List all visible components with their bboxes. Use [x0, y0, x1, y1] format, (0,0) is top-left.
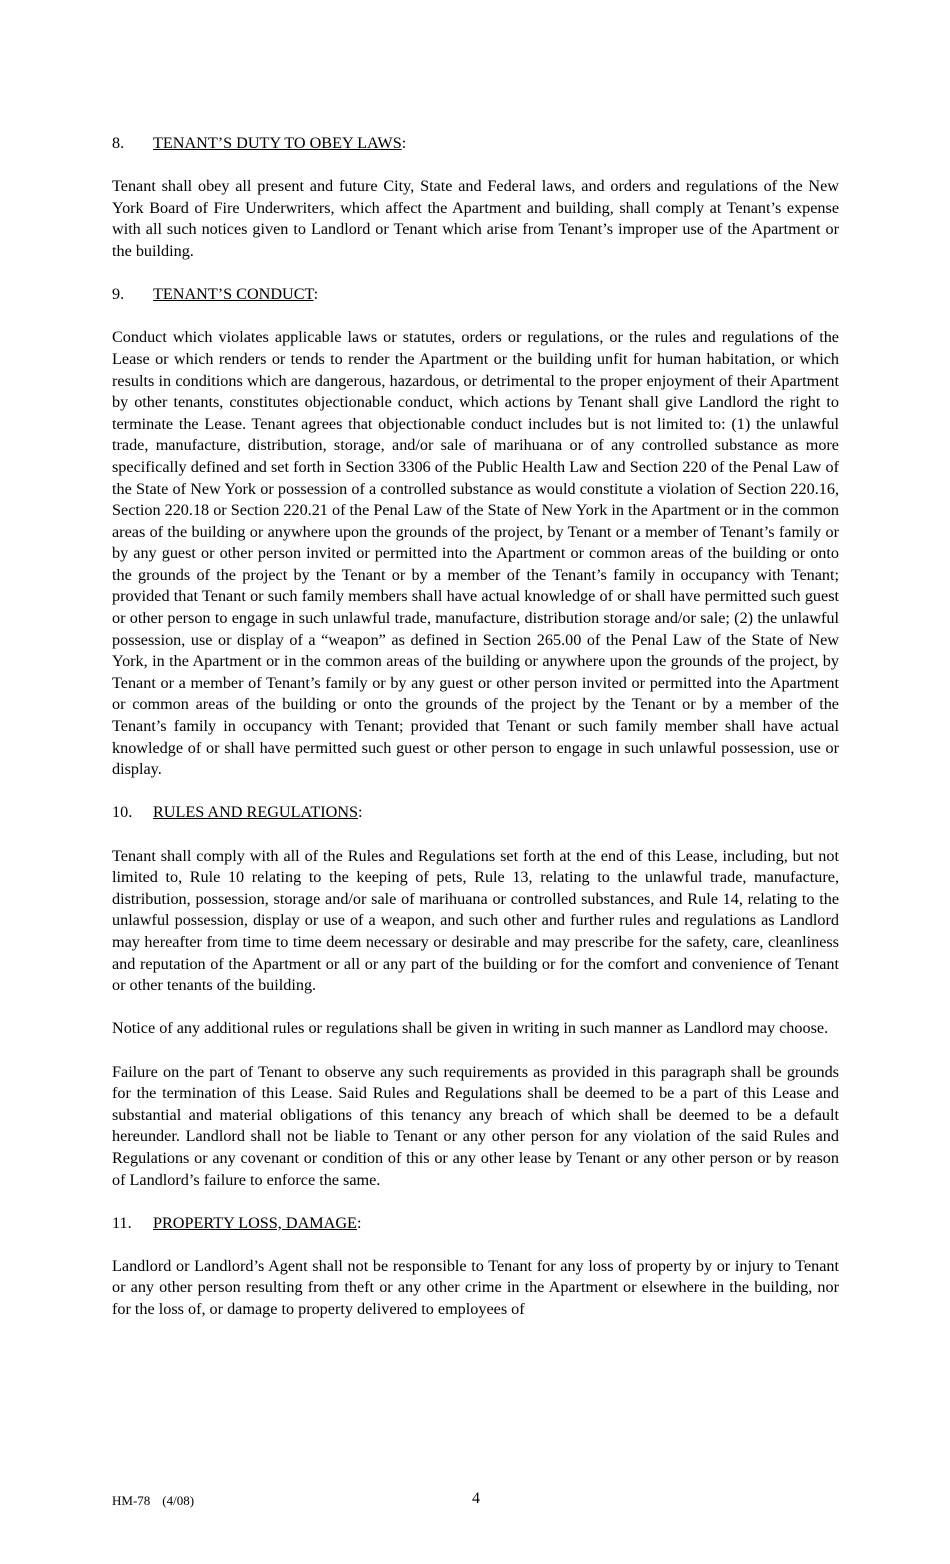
section-heading: 9. TENANT’S CONDUCT: [112, 284, 839, 306]
form-code-id: HM-78 [112, 1493, 151, 1508]
document-body [112, 133, 839, 1342]
page-number: 4 [472, 1490, 480, 1507]
section-number: 8. [112, 134, 125, 152]
section-paragraph: Tenant shall obey all present and future City, State and Federal laws, and orders and regulations of the New York Board of Fire Underwriters, which affect the Apartment and building, shall comply at Tenant’s expense with all such notices given to Landlord or Tenant which arise from Tenant’s improper use of the Apartment or the building. [112, 177, 839, 260]
section-number: 11. [112, 1213, 132, 1232]
section-title: PROPERTY LOSS, DAMAGE [153, 1213, 357, 1232]
form-date: (4/08) [162, 1493, 195, 1508]
section-paragraph: Notice of any additional rules or regulations shall be given in writing in such manner as Landlord may choose. [112, 1019, 829, 1038]
section-paragraph: Tenant shall comply with all of the Rules and Regulations set forth at the end of this Lease, including, but not limited to, Rule 10 relating to the keeping of pets, Rule 13, relating to the unlawful trade, manufacture, distribution, possession, storage and/or sale of marihuana or controlled substances, and Rule 14, relating to the unlawful possession, display or use of a weapon, and such other and further rules and regulations as Landlord may hereafter from time to time deem necessary or desirable and may prescribe for the safety, care, cleanliness and reputation of the Apartment or all or any part of the building or for the comfort and convenience of Tenant or other tenants of the building. [112, 846, 839, 995]
section-8 [112, 133, 839, 263]
section-number: 10. [112, 803, 133, 822]
section-paragraph: Landlord or Landlord’s Agent shall not be responsible to Tenant for any loss of property by or injury to Tenant or any other person resulting from theft or any other crime in the Apartment or elsewhere in the building, nor for the loss of, or damage to property delivered to employees of [112, 1256, 839, 1319]
section-paragraph: Failure on the part of Tenant to observe any such requirements as provided in this paragraph shall be grounds for the termination of this Lease. Said Rules and Regulations shall be deemed to be a part of this Lease and substantial and material obligations of this tenancy any breach of which shall be deemed to be a default hereunder. Landlord shall not be liable to Tenant or any other person for any violation of the said Rules and Regulations or any covenant or condition of this or any other lease by Tenant or any other person or by reason of Landlord’s failure to enforce the same. [112, 1062, 839, 1189]
section-number: 9. [112, 285, 125, 304]
section-9 [112, 284, 839, 781]
section-heading: 8. TENANT’S DUTY TO OBEY LAWS: [112, 133, 839, 155]
section-11 [112, 1213, 839, 1321]
form-code [112, 1490, 194, 1512]
section-10 [112, 802, 839, 1191]
section-paragraph: Conduct which violates applicable laws or statutes, orders or regulations, or the rules and regulations of the Lease or which renders or tends to render the Apartment or the building unfit for human habitation, or which results in conditions which are dangerous, hazardous, or detrimental to the proper enjoyment of their Apartment by other tenants, constitutes objectionable conduct, which actions by Tenant shall give Landlord the right to terminate the Lease. Tenant agrees that objectionable conduct includes but is not limited to: (1) the unlawful trade, manufacture, distribution, storage, and/or sale of marihuana or of any controlled substance as more specifically defined and set forth in Section 3306 of the Public Health Law and Section 220 of the Penal Law of the State of New York or possession of a controlled substance as would constitute a violation of Section 220.16, Section 220.18 or Section 220.21 of the Penal Law of the State of New York in the Apartment or in the common areas of the building or anywhere upon the grounds of the project, by Tenant or a member of Tenant’s family or by any guest or other person invited or permitted into the Apartment or common areas of the building or onto the grounds of the project by the Tenant or by a member of the Tenant’s family in occupancy with Tenant; provided that Tenant or such family members shall have actual knowledge of or shall have permitted such guest or other person to engage in such unlawful trade, manufacture, distribution storage and/or sale; (2) the unlawful possession, use or display of a “weapon” as defined in Section 265.00 of the Penal Law of the State of New York, in the Apartment or in the common areas of the building or anywhere upon the grounds of the project, by Tenant or a member of Tenant’s family or by any guest or other person invited or permitted into the Apartment or common areas of the building or onto the grounds of the project by the Tenant or by a member of the Tenant’s family in occupancy with Tenant; provided that Tenant or such family member shall have actual knowledge of or shall have permitted such guest or other person to engage in such unlawful possession, use or display. [112, 328, 839, 779]
section-title: TENANT’S DUTY TO OBEY LAWS [153, 134, 402, 152]
section-title: RULES AND REGULATIONS [153, 803, 359, 822]
section-heading: 10. RULES AND REGULATIONS: [112, 802, 839, 824]
section-heading: 11. PROPERTY LOSS, DAMAGE: [112, 1213, 839, 1235]
section-title: TENANT’S CONDUCT [153, 285, 314, 304]
